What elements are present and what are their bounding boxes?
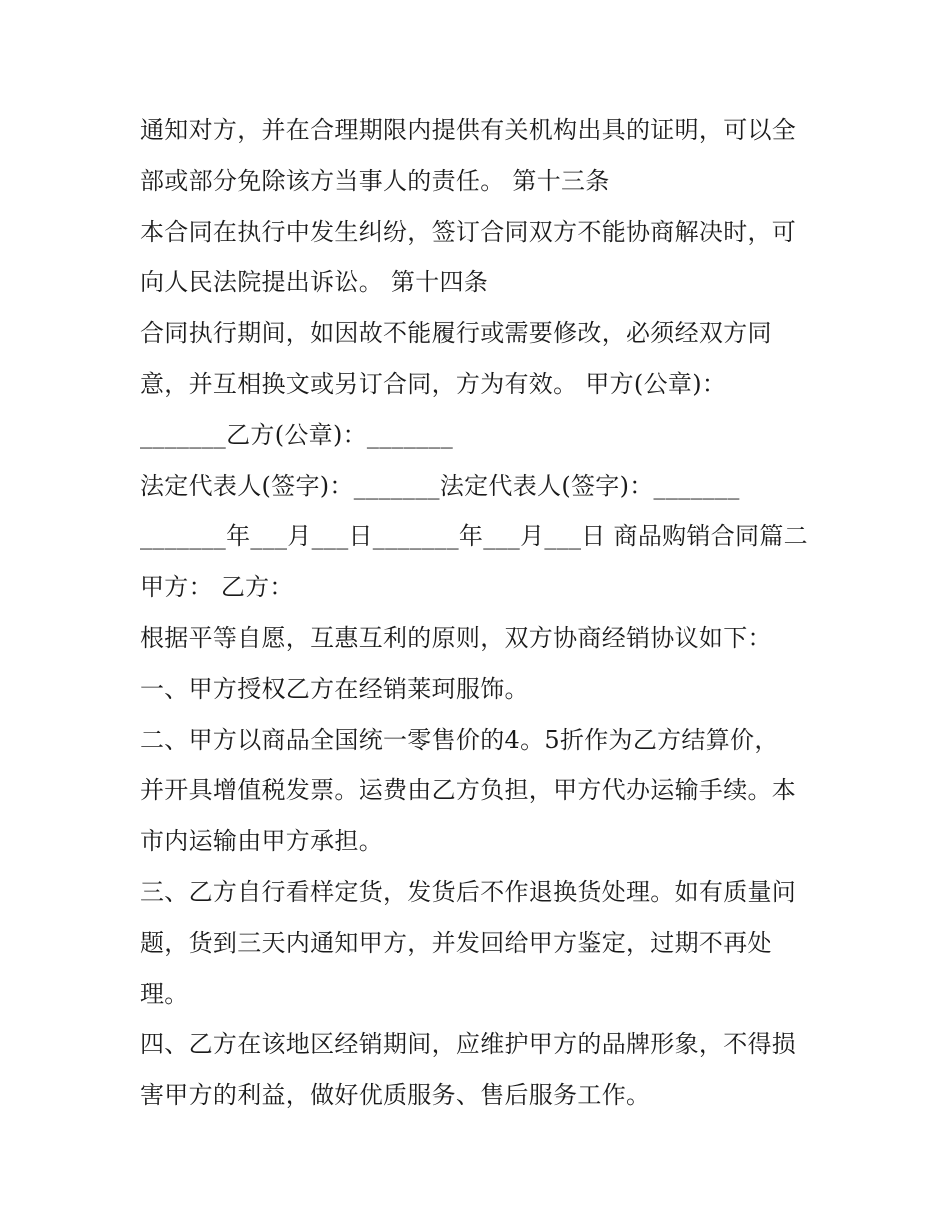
text-line: 通知对方，并在合理期限内提供有关机构出具的证明，可以全 xyxy=(140,116,797,144)
clause-3: 三、乙方自行看样定货，发货后不作退换货处理。如有质量问 xyxy=(140,877,797,906)
clause-4: 四、乙方在该地区经销期间，应维护甲方的品牌形象，不得损 xyxy=(140,1030,797,1059)
parties-line: 甲方： 乙方： xyxy=(140,573,294,602)
signature-line: _______乙方(公章)：_______ xyxy=(140,420,454,449)
text-line: 意，并互相换文或另订合同，方为有效。 甲方(公章)： xyxy=(140,369,727,398)
text-line: 本合同在执行中发生纠纷，签订合同双方不能协商解决时，可 xyxy=(140,217,797,246)
text-line: 并开具增值税发票。运费由乙方负担，甲方代办运输手续。本 xyxy=(140,776,797,805)
clause-1: 一、甲方授权乙方在经销莱珂服饰。 xyxy=(140,674,529,703)
clause-2: 二、甲方以商品全国统一零售价的4。5折作为乙方结算价， xyxy=(140,725,779,754)
text-line: 市内运输由甲方承担。 xyxy=(140,827,383,856)
text-line: 根据平等自愿，互惠互利的原则，双方协商经销协议如下： xyxy=(140,623,772,652)
text-line: 部或部分免除该方当事人的责任。 第十三条 xyxy=(140,166,610,195)
text-line: 合同执行期间，如因故不能履行或需要修改，必须经双方同 xyxy=(140,319,772,348)
date-line: _______年___月___日_______年___月___日 商品购销合同篇二 xyxy=(140,522,808,551)
text-line: 害甲方的利益，做好优质服务、售后服务工作。 xyxy=(140,1081,651,1110)
representative-line: 法定代表人(签字)：_______法定代表人(签字)：_______ xyxy=(140,471,740,500)
text-line: 题，货到三天内通知甲方，并发回给甲方鉴定，过期不再处 xyxy=(140,928,772,957)
text-line: 理。 xyxy=(140,979,189,1008)
document-body xyxy=(140,105,830,1121)
text-line: 向人民法院提出诉讼。 第十四条 xyxy=(140,268,489,297)
